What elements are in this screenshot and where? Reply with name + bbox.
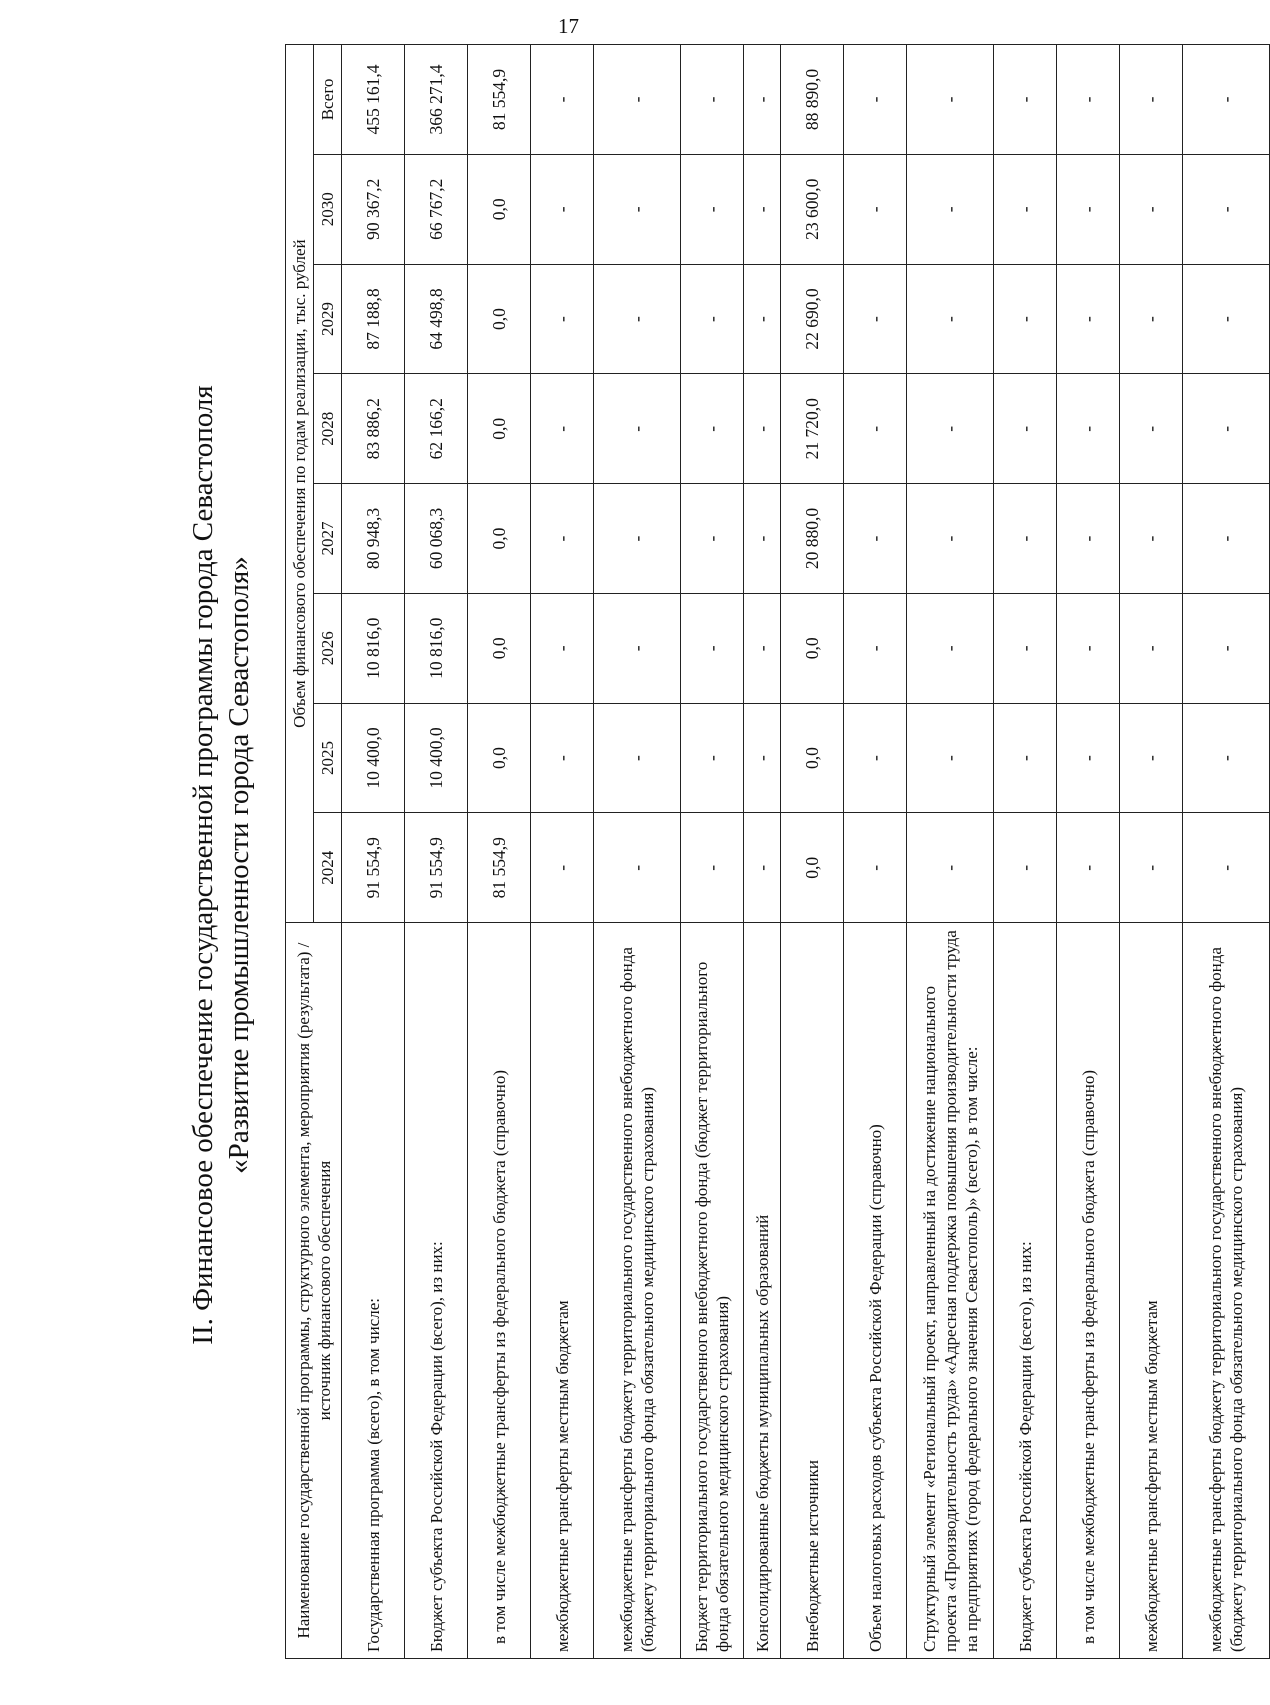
row-label: Консолидированные бюджеты муниципальных образований	[744, 923, 781, 1659]
row-year-value: 64 498,8	[405, 264, 468, 374]
row-year-value: -	[907, 374, 994, 484]
table-row	[744, 45, 781, 1659]
row-year-value: -	[681, 374, 744, 484]
row-year-value: -	[844, 154, 907, 264]
row-year-value: -	[744, 813, 781, 923]
row-total-value: 88 890,0	[781, 45, 844, 155]
row-year-value: 83 886,2	[342, 374, 405, 484]
row-year-value: -	[994, 813, 1057, 923]
row-year-value: -	[1057, 813, 1120, 923]
table-row	[468, 45, 531, 1659]
row-total-value: -	[907, 45, 994, 155]
row-year-value: -	[1057, 593, 1120, 703]
row-year-value: -	[994, 154, 1057, 264]
row-year-value: -	[1183, 813, 1270, 923]
table-body	[342, 45, 1270, 1659]
row-year-value: -	[1057, 703, 1120, 813]
row-year-value: 62 166,2	[405, 374, 468, 484]
row-year-value: 80 948,3	[342, 484, 405, 594]
row-year-value: -	[907, 593, 994, 703]
section-title-line-1: II. Финансовое обеспечение государственной программы города Севастополя	[187, 385, 219, 1345]
row-year-value: -	[844, 264, 907, 374]
header-name-column: Наименование государственной программы, структурного элемента, мероприятия (результата) / источник финансового обеспечения	[286, 923, 342, 1659]
row-year-value: -	[681, 484, 744, 594]
row-year-value: -	[844, 374, 907, 484]
row-year-value: -	[594, 154, 681, 264]
table-row	[781, 45, 844, 1659]
row-year-value: -	[744, 154, 781, 264]
row-year-value: 91 554,9	[405, 813, 468, 923]
row-year-value: 10 816,0	[342, 593, 405, 703]
page-number: 17	[558, 14, 579, 38]
table-row	[405, 45, 468, 1659]
row-year-value: -	[907, 154, 994, 264]
row-total-value: -	[844, 45, 907, 155]
row-year-value: 0,0	[468, 593, 531, 703]
row-year-value: -	[531, 264, 594, 374]
row-year-value: -	[994, 264, 1057, 374]
row-year-value: -	[1120, 593, 1183, 703]
row-total-value: -	[994, 45, 1057, 155]
row-year-value: -	[744, 264, 781, 374]
row-year-value: -	[994, 593, 1057, 703]
row-year-value: -	[1183, 593, 1270, 703]
row-label: межбюджетные трансферты местным бюджетам	[1120, 923, 1183, 1659]
row-year-value: -	[1183, 374, 1270, 484]
row-total-value: 81 554,9	[468, 45, 531, 155]
row-label: Структурный элемент «Региональный проект, направленный на достижение национального проекта «Производительность труда» «Адресная поддержка повышения производительности труда на предприятиях (город федерального значения Севастополь)» (всего), в том числе:	[907, 923, 994, 1659]
row-year-value: -	[531, 593, 594, 703]
row-year-value: -	[681, 154, 744, 264]
row-year-value: 66 767,2	[405, 154, 468, 264]
row-year-value: -	[594, 264, 681, 374]
row-year-value: 0,0	[468, 374, 531, 484]
row-year-value: -	[1183, 484, 1270, 594]
row-year-value: -	[907, 264, 994, 374]
row-year-value: -	[681, 813, 744, 923]
table-row	[844, 45, 907, 1659]
row-year-value: 0,0	[781, 703, 844, 813]
row-year-value: -	[594, 703, 681, 813]
row-year-value: 23 600,0	[781, 154, 844, 264]
section-title	[185, 45, 257, 1685]
row-year-value: -	[531, 374, 594, 484]
row-label: межбюджетные трансферты бюджету территориального государственного внебюджетного фонда (бюджету территориального фонда обязательного медицинского страхования)	[1183, 923, 1270, 1659]
row-label: Бюджет территориального государственного внебюджетного фонда (бюджет территориального фонда обязательного медицинского страхования)	[681, 923, 744, 1659]
row-year-value: 0,0	[468, 484, 531, 594]
row-label: Государственная программа (всего), в том числе:	[342, 923, 405, 1659]
row-year-value: 0,0	[468, 703, 531, 813]
header-year: 2027	[314, 484, 342, 594]
row-label: в том числе межбюджетные трансферты из федерального бюджета (справочно)	[468, 923, 531, 1659]
row-year-value: -	[744, 703, 781, 813]
row-label: Объем налоговых расходов субъекта Российской Федерации (справочно)	[844, 923, 907, 1659]
row-year-value: 91 554,9	[342, 813, 405, 923]
row-year-value: 10 816,0	[405, 593, 468, 703]
row-label: Внебюджетные источники	[781, 923, 844, 1659]
header-year: 2025	[314, 703, 342, 813]
header-year: 2024	[314, 813, 342, 923]
row-year-value: -	[907, 484, 994, 594]
row-year-value: -	[594, 484, 681, 594]
row-year-value: -	[1183, 703, 1270, 813]
table-row	[1057, 45, 1120, 1659]
table-row	[1120, 45, 1183, 1659]
row-total-value: -	[1183, 45, 1270, 155]
header-year: 2029	[314, 264, 342, 374]
row-year-value: 90 367,2	[342, 154, 405, 264]
header-total: Всего	[314, 45, 342, 155]
row-year-value: -	[1120, 154, 1183, 264]
row-year-value: -	[681, 703, 744, 813]
row-year-value: -	[531, 703, 594, 813]
header-volume-group: Объем финансового обеспечения по годам реализации, тыс. рублей	[286, 45, 314, 923]
row-total-value: -	[1057, 45, 1120, 155]
row-year-value: -	[844, 484, 907, 594]
row-year-value: -	[907, 813, 994, 923]
row-year-value: -	[1120, 374, 1183, 484]
row-total-value: -	[531, 45, 594, 155]
row-total-value: -	[1120, 45, 1183, 155]
row-year-value: 81 554,9	[468, 813, 531, 923]
row-year-value: -	[681, 593, 744, 703]
row-year-value: 21 720,0	[781, 374, 844, 484]
row-year-value: -	[1057, 264, 1120, 374]
row-year-value: -	[744, 374, 781, 484]
row-total-value: -	[681, 45, 744, 155]
header-year: 2026	[314, 593, 342, 703]
header-year: 2030	[314, 154, 342, 264]
row-label: межбюджетные трансферты местным бюджетам	[531, 923, 594, 1659]
row-label: в том числе межбюджетные трансферты из федерального бюджета (справочно)	[1057, 923, 1120, 1659]
row-year-value: -	[531, 154, 594, 264]
row-year-value: -	[681, 264, 744, 374]
row-total-value: -	[744, 45, 781, 155]
row-year-value: -	[1057, 374, 1120, 484]
row-year-value: 87 188,8	[342, 264, 405, 374]
row-year-value: -	[1120, 703, 1183, 813]
row-total-value: 455 161,4	[342, 45, 405, 155]
row-year-value: 22 690,0	[781, 264, 844, 374]
header-year: 2028	[314, 374, 342, 484]
row-year-value: -	[994, 484, 1057, 594]
table-row	[1183, 45, 1270, 1659]
row-year-value: -	[594, 593, 681, 703]
row-year-value: -	[844, 703, 907, 813]
section-title-line-2: «Развитие промышленности города Севастополя»	[223, 556, 255, 1174]
row-total-value: 366 271,4	[405, 45, 468, 155]
row-year-value: -	[994, 374, 1057, 484]
row-year-value: 10 400,0	[405, 703, 468, 813]
row-year-value: -	[1057, 484, 1120, 594]
row-year-value: 20 880,0	[781, 484, 844, 594]
row-year-value: -	[594, 374, 681, 484]
rotated-landscape-page	[185, 45, 1246, 1685]
row-year-value: -	[744, 484, 781, 594]
row-year-value: 0,0	[781, 813, 844, 923]
row-year-value: -	[1057, 154, 1120, 264]
table-row	[994, 45, 1057, 1659]
table-row	[594, 45, 681, 1659]
row-year-value: 0,0	[468, 154, 531, 264]
row-year-value: -	[594, 813, 681, 923]
row-year-value: -	[1183, 264, 1270, 374]
table-row	[907, 45, 994, 1659]
row-year-value: -	[844, 593, 907, 703]
row-total-value: -	[594, 45, 681, 155]
row-year-value: -	[1183, 154, 1270, 264]
row-year-value: -	[907, 703, 994, 813]
row-year-value: -	[1120, 813, 1183, 923]
row-year-value: -	[531, 813, 594, 923]
row-year-value: -	[744, 593, 781, 703]
row-year-value: -	[994, 703, 1057, 813]
row-year-value: 10 400,0	[342, 703, 405, 813]
row-year-value: -	[531, 484, 594, 594]
table-row	[681, 45, 744, 1659]
row-year-value: -	[1120, 484, 1183, 594]
row-year-value: 60 068,3	[405, 484, 468, 594]
table-row	[531, 45, 594, 1659]
row-year-value: 0,0	[468, 264, 531, 374]
row-label: межбюджетные трансферты бюджету территориального государственного внебюджетного фонда (бюджету территориального фонда обязательного медицинского страхования)	[594, 923, 681, 1659]
financing-table	[285, 44, 1270, 1659]
row-year-value: -	[1120, 264, 1183, 374]
row-label: Бюджет субъекта Российской Федерации (всего), из них:	[405, 923, 468, 1659]
table-row	[342, 45, 405, 1659]
row-label: Бюджет субъекта Российской Федерации (всего), из них:	[994, 923, 1057, 1659]
row-year-value: 0,0	[781, 593, 844, 703]
row-year-value: -	[844, 813, 907, 923]
